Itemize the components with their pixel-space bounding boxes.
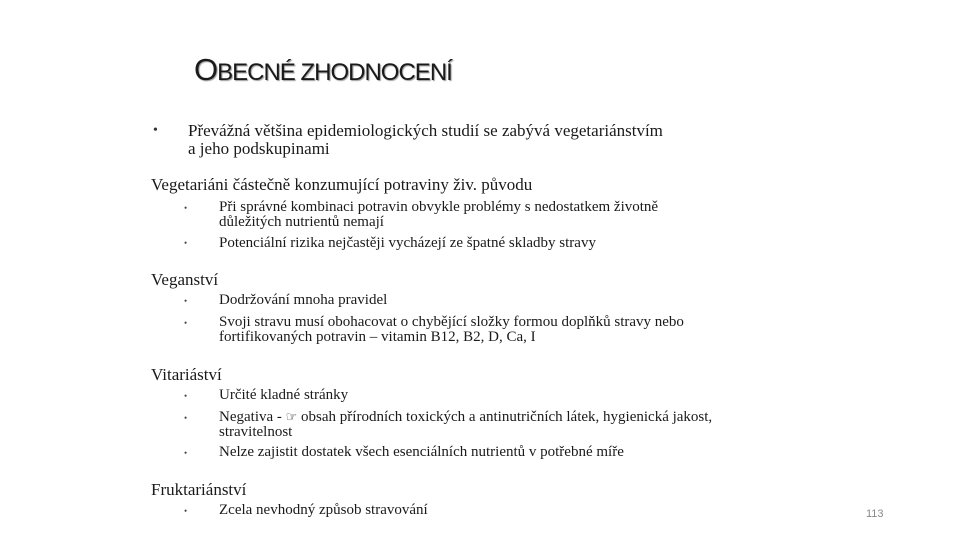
- sub-bullet: •: [184, 203, 188, 213]
- page-number: 113: [866, 508, 884, 520]
- section-heading-fruktarianstvi: Fruktariánství: [151, 480, 247, 499]
- pointing-hand-icon: ☞: [285, 410, 298, 425]
- sub-bullet: •: [184, 391, 188, 401]
- list-item: [219, 315, 684, 345]
- intro-line-2: a jeho podskupinami: [188, 139, 330, 158]
- slide-title: [194, 52, 452, 88]
- negativa-text: obsah přírodních toxických a antinutričních látek, hygienická jakost,: [297, 409, 713, 425]
- list-item-line-1: Svoji stravu musí obohacovat o chybějící složky formou doplňků stravy nebo: [219, 314, 684, 330]
- title-initial: O: [194, 52, 218, 87]
- negativa-label: Negativa -: [219, 409, 286, 425]
- sub-bullet: •: [184, 448, 188, 458]
- list-item: [219, 200, 658, 230]
- sub-bullet: •: [184, 413, 188, 423]
- list-item: [219, 410, 712, 440]
- section-heading-veganstvi: Veganství: [151, 270, 219, 289]
- section-heading-vitariastvi: Vitariáství: [151, 365, 222, 384]
- sub-bullet: •: [184, 506, 188, 516]
- list-item-line-2: důležitých nutrientů nemají: [219, 214, 384, 230]
- intro-line-1: Převážná většina epidemiologických studií se zabývá vegetariánstvím: [188, 121, 663, 140]
- list-item: Potenciální rizika nejčastěji vycházejí ze špatné skladby stravy: [219, 235, 596, 251]
- list-item-line-2: stravitelnost: [219, 424, 293, 440]
- list-item-line-1: Při správné kombinaci potravin obvykle problémy s nedostatkem životně: [219, 199, 659, 215]
- list-item: Zcela nevhodný způsob stravování: [219, 502, 428, 518]
- list-item-line-2: fortifikovaných potravin – vitamin B12, B2, D, Ca, I: [219, 329, 536, 345]
- intro-bullet: •: [153, 123, 158, 138]
- sub-bullet: •: [184, 318, 188, 328]
- title-word-1: BECNÉ: [217, 59, 301, 86]
- intro-text: [188, 122, 663, 158]
- list-item-line-1: [219, 410, 712, 425]
- list-item: Dodržování mnoha pravidel: [219, 292, 388, 308]
- sub-bullet: •: [184, 238, 188, 248]
- title-word-2: ZHODNOCENÍ: [300, 59, 452, 86]
- section-heading-vegetariani: Vegetariáni částečně konzumující potraviny živ. původu: [151, 175, 533, 194]
- list-item: Určité kladné stránky: [219, 387, 349, 403]
- list-item: Nelze zajistit dostatek všech esenciálních nutrientů v potřebné míře: [219, 444, 624, 460]
- sub-bullet: •: [184, 296, 188, 306]
